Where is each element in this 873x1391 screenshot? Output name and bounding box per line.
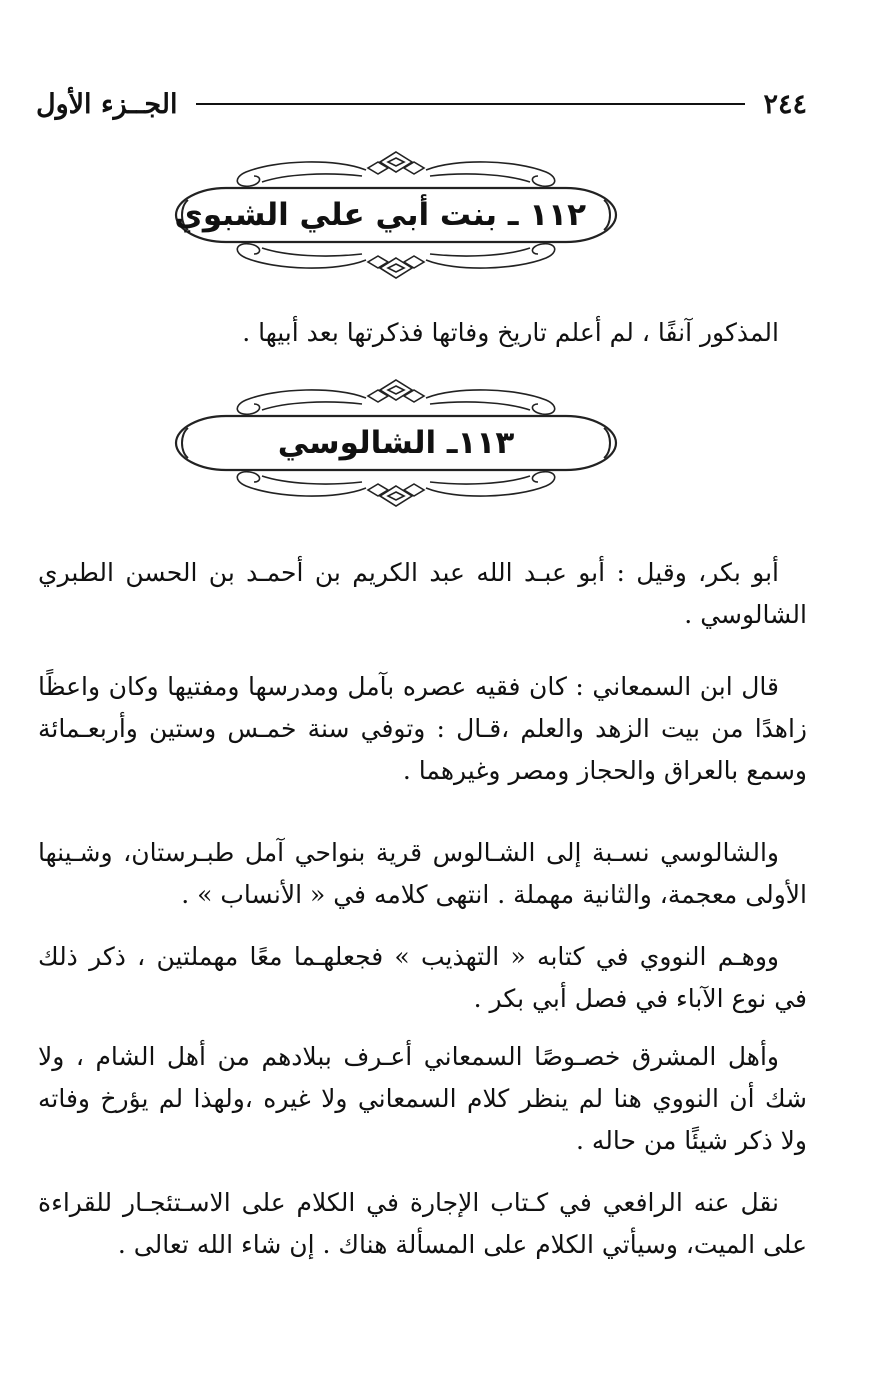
paragraph: ووهـم النووي في كتابه « التهذيب » فجعلهـما معًا مهملتين ، ذكر ذلك في نوع الآباء في فصل أبي بكر . — [38, 942, 807, 1013]
header-rule — [196, 103, 746, 105]
paragraph: نقل عنه الرافعي في كـتاب الإجارة في الكلام على الاسـتئجـار للقراءة على الميت، وسيأتي الكلام على المسألة هناك . إن شاء الله تعالى . — [38, 1188, 807, 1259]
section-heading-title: ١١٣ـ الشالوسي — [277, 425, 515, 461]
running-header — [36, 84, 807, 124]
paragraph: أبو بكر، وقيل : أبو عبـد الله عبد الكريم بن أحمـد بن الحسن الطبري الشالوسي . — [38, 558, 807, 629]
section-heading-frame — [166, 150, 626, 280]
paragraph: والشالوسي نسـبة إلى الشـالوس قرية بنواحي آمل طبـرستان، وشـينها الأولى معجمة، والثانية مهملة . انتهى كلامه في « الأنساب » . — [38, 838, 807, 909]
section-heading-title: ١١٢ ـ بنت أبي علي الشبوي — [174, 197, 586, 233]
page-number: ٢٤٤ — [763, 88, 807, 120]
part-title: الجــزء الأول — [36, 88, 178, 120]
paragraph: المذكور آنفًا ، لم أعلم تاريخ وفاتها فذكرتها بعد أبيها . — [242, 318, 779, 347]
paragraph: وأهل المشرق خصـوصًا السمعاني أعـرف ببلادهم من أهل الشام ، ولا شك أن النووي هنا لم ينظر كلام السمعاني ولا غيره ،ولهذا لم يؤرخ وفاته ولا ذكر شيئًا من حاله . — [38, 1042, 807, 1155]
paragraph: قال ابن السمعاني : كان فقيه عصره بآمل ومدرسها ومفتيها وكان واعظًا زاهدًا من بيت الزهد والعلم ،قـال : وتوفي سنة خمـس وستين وأربعـمائة وسمع بالعراق والحجاز ومصر وغيرهما . — [38, 672, 807, 785]
section-heading-frame — [166, 378, 626, 508]
